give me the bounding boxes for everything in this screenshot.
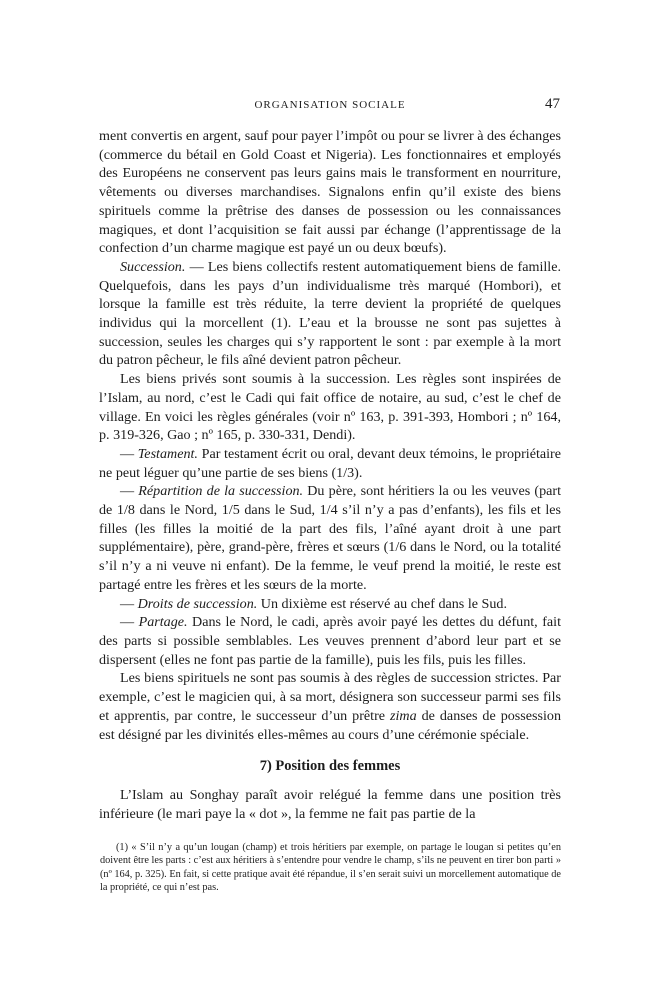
footnote xyxy=(100,841,561,895)
paragraph-partage xyxy=(99,613,561,669)
zima-term: zima xyxy=(390,707,417,724)
paragraph-spiritual-goods xyxy=(99,669,561,744)
testament-dash: — xyxy=(120,445,138,462)
spiritual-text-a: Les biens spirituels ne sont pas soumis à des règles de succession strictes. Par exemple, c’est le magicien qui, à sa mort, désignera son successeur parmi ses fils et apprentis, par contre, le successeur d’un prêtre xyxy=(99,670,561,724)
testament-label: Testament. xyxy=(137,445,198,462)
paragraph-succession xyxy=(99,258,561,370)
droits-label: Droits de succession. xyxy=(137,595,258,612)
paragraph-private-goods: Les biens privés sont soumis à la succession. Les règles sont inspirées de l’Islam, au nord, c’est le Cadi qui fait office de notaire, au sud, c’est le chef de village. En voici les règles générales (voir nº 163, p. 391-393, Hombori ; nº 164, p. 319-326, Gao ; nº 165, p. 330-331, Dendi). xyxy=(99,371,561,444)
paragraph-repartition xyxy=(99,482,561,594)
paragraph-women: L’Islam au Songhay paraît avoir relégué la femme dans une position très inférieure (le mari paye la « dot », la femme ne fait pas partie de la xyxy=(99,787,561,822)
page-number: 47 xyxy=(545,96,560,112)
repartition-dash: — xyxy=(120,483,139,500)
running-title: ORGANISATION SOCIALE xyxy=(254,99,406,111)
partage-label: Partage. xyxy=(138,614,188,631)
footnote-text: (1) « S’il n’y a qu’un lougan (champ) et trois héritiers par exemple, on partage le lougan si petites qu’en doivent être les parts : c’est aux héritiers à s’entendre pour vendre le champ, s’ils ne peuvent en tirer bon parti » (nº 164, p. 325). En fait, si cette pratique avait été répandue, il s’en serait suivi un morcellement automatique de la propriété, ce qui n’est pas. xyxy=(100,842,561,894)
body-text xyxy=(99,127,561,824)
testament-text: Par testament écrit ou oral, devant deux témoins, le propriétaire ne peut léguer qu’une partie de ses biens (1/3). xyxy=(99,445,561,481)
paragraph-1: ment convertis en argent, sauf pour payer l’impôt ou pour se livrer à des échanges (commerce du bétail en Gold Coast et Nigeria). Les fonctionnaires et employés des Européens ne conservent pas leurs gains mais le transforment en nourriture, vêtements ou diverses marchandises. Signalons enfin qu’il existe des biens spirituels comme la prêtrise des danses de possession ou les connaissances magiques, et dont l’acquisition se fait aussi par échange (l’apprentissage de la confection d’un charme magique est payé un ou deux bœufs). xyxy=(99,128,561,257)
partage-dash: — xyxy=(120,614,139,631)
paragraph-testament xyxy=(99,445,561,482)
repartition-label: Répartition de la succession. xyxy=(138,483,304,500)
section-heading: 7) Position des femmes xyxy=(259,758,401,775)
droits-dash: — xyxy=(120,595,138,612)
droits-text: Un dixième est réservé au chef dans le Sud. xyxy=(257,595,507,612)
paragraph-droits xyxy=(99,595,561,614)
succession-text: — Les biens collectifs restent automatiquement biens de famille. Quelquefois, dans les pays d’un individualisme très marqué (Hombori), et lorsque la famille est très réduite, la terre devient la propriété de quelques individus qui la morcellent (1). L’eau et la brousse ne sont pas sujettes à succession, seules les charges qui s’y rapportent le sont : par exemple à la mort du patron pêcheur, le fils aîné devient patron pêcheur. xyxy=(99,258,561,369)
repartition-text: Du père, sont héritiers la ou les veuves (part de 1/8 dans le Nord, 1/5 dans le Sud, 1/4 s’il n’y a pas d’enfants), les fils et les filles (les filles la moitié de la part des fils, l’aîné ayant droit à une part supplémentaire), père, grand-père, frères et sœurs (1/6 dans le Nord, ou la totalité s’il n’y a ni veuve ni enfant). De la femme, le veuf prend la moitié, le reste est partagé entre les frères et les sœurs de la morte. xyxy=(99,483,561,593)
succession-label: Succession. xyxy=(120,258,186,275)
partage-text: Dans le Nord, le cadi, après avoir payé les dettes du défunt, fait des parts si possible semblables. Les veuves prennent d’abord leur part et se dispersent (elles ne font pas partie de la famille), puis les fils, puis les filles. xyxy=(99,614,561,668)
page-header xyxy=(100,97,560,117)
spiritual-text-b: de danses de possession est désigné par les divinités elles-mêmes au cours d’une cérémonie spéciale. xyxy=(99,707,562,743)
